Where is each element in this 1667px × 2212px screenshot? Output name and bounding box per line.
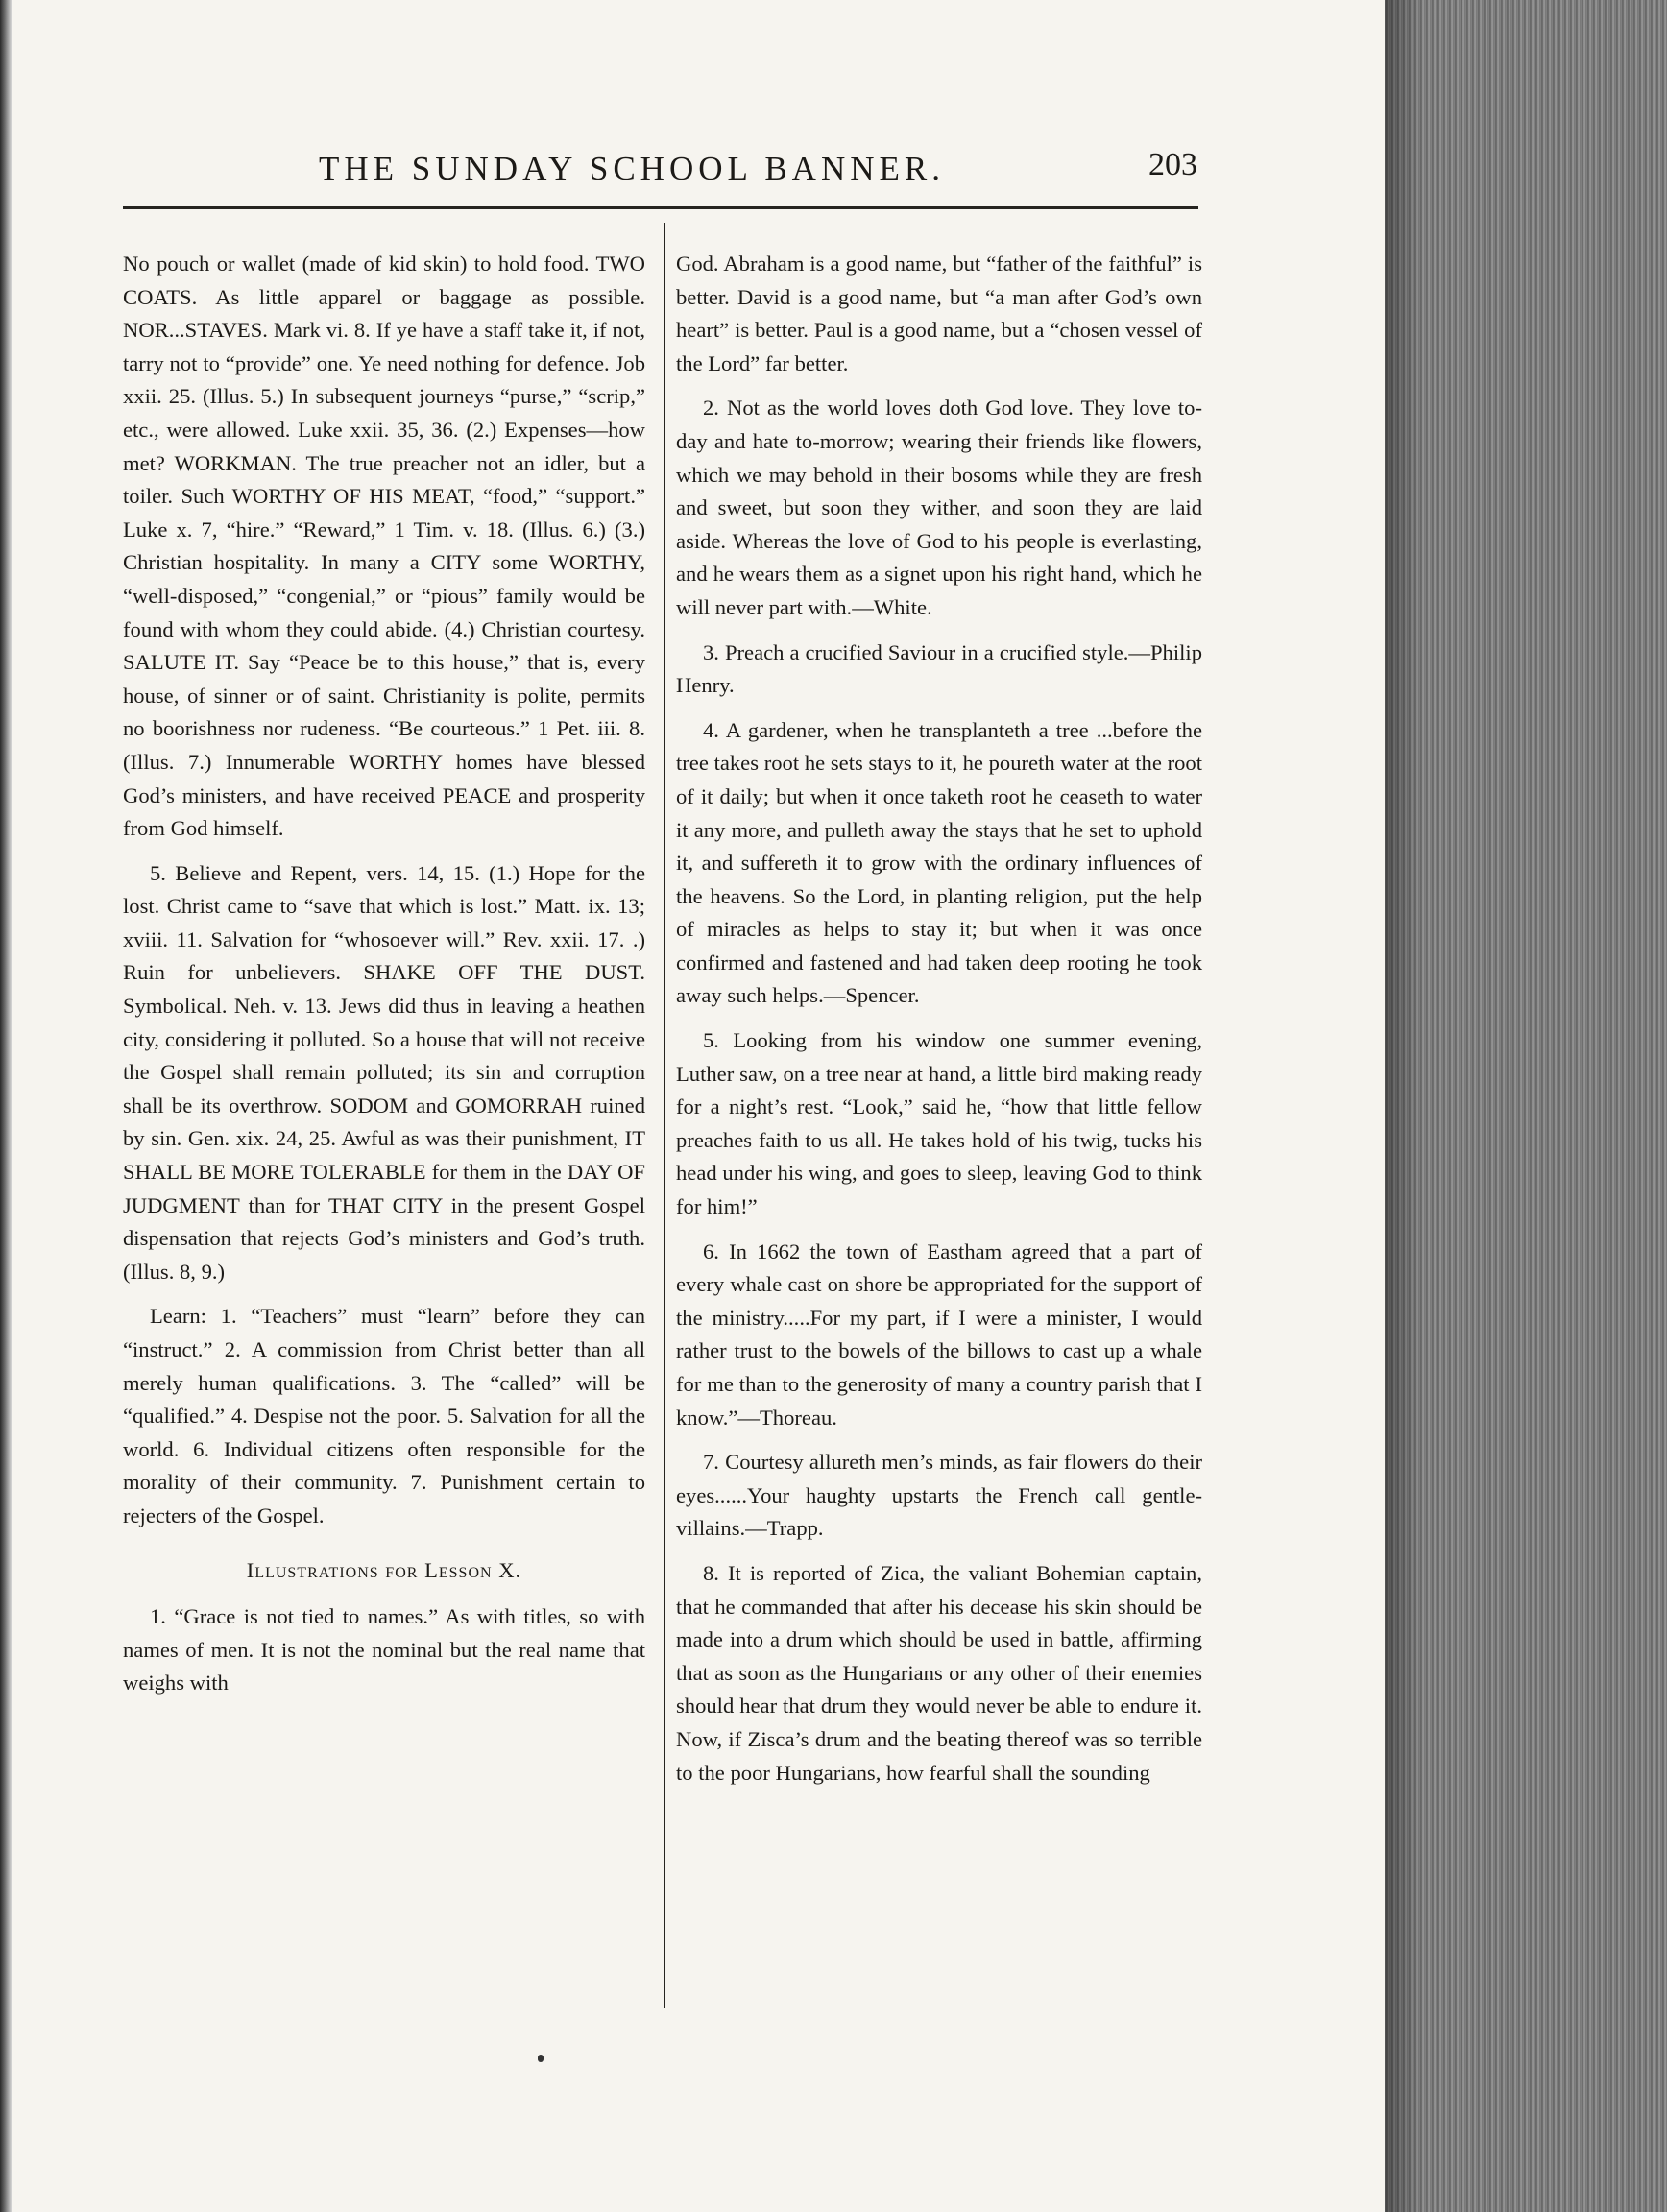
paragraph-learn: Learn: 1. “Teachers” must “learn” before they can “instruct.” 2. A commission from Christ better than all merely human qualifications. 3. The “called” will be “qualified.” 4. Despise not the poor. 5. Salvation for all the world. 6. Individual citizens often responsible for the morality of their community. 7. Punishment certain to rejecters of the Gospel. <box>123 1304 645 1527</box>
page-number: 203 <box>1148 147 1197 182</box>
illustration-1-start: 1. “Grace is not tied to names.” As with titles, so with names of men. It is not the nominal but the real name that weighs with <box>123 1604 645 1695</box>
illustration-1-continued: God. Abraham is a good name, but “father of the faithful” is better. David is a good name, but “a man after God’s own heart” is better. Paul is a good name, but a “chosen vessel of the Lord” far better. <box>676 252 1202 375</box>
illustration-4: 4. A gardener, when he transplanteth a tree ...before the tree takes root he sets stays to it, he poureth water at the root of it daily; but when it once taketh root he ceaseth to water it any more, and pulleth away the stays that he set to uphold it, and suffereth it to grow with the ordinary influences of the heavens. So the Lord, in planting religion, put the help of miracles as helps to stay it; but when it was once confirmed and fastened and had taken deep rooting he took away such helps.—Spencer. <box>676 717 1202 1008</box>
illustration-5: 5. Looking from his window one summer evening, Luther saw, on a tree near at hand, a little bird making ready for a night’s rest. “Look,” said he, “how that little fellow preaches faith to us all. He takes hold of his twig, tucks his head under his wing, and goes to sleep, leaving God to think for him!” <box>676 1028 1202 1219</box>
paragraph-continued: No pouch or wallet (made of kid skin) to hold food. TWO COATS. As little apparel or baggage as possible. NOR...STAVES. Mark vi. 8. If ye have a staff take it, if not, tarry not to “provide” one. Ye need nothing for defence. Job xxii. 25. (Illus. 5.) In subsequent journeys “purse,” “scrip,” etc., were allowed. Luke xxii. 35, 36. (2.) Expenses—how met? WORKMAN. The true preacher not an idler, but a toiler. Such WORTHY OF HIS MEAT, “food,” “support.” Luke x. 7, “hire.” “Reward,” 1 Tim. v. 18. (Illus. 6.) (3.) Christian hospitality. In many a CITY some WORTHY, “well-disposed,” “congenial,” or “pious” family would be found with whom they could abide. (4.) Christian courtesy. SALUTE IT. Say “Peace be to this house,” that is, every house, of sinner or of saint. Christianity is polite, permits no boorishness nor rudeness. “Be courteous.” 1 Pet. iii. 8. (Illus. 7.) Innumerable WORTHY homes have blessed God’s ministers, and have received PEACE and prosperity from God himself. <box>123 252 645 841</box>
illustration-6: 6. In 1662 the town of Eastham agreed that a part of every whale cast on shore be appropriated for the support of the ministry.....For my part, if I were a minister, I would rather trust to the bowels of the billows to cast up a whale for me than to the generosity of many a country parish that I know.”—Thoreau. <box>676 1238 1202 1430</box>
book-edge-shadow <box>1385 0 1423 2212</box>
column-divider <box>664 223 665 2008</box>
book-page-edges <box>1385 0 1667 2212</box>
page-left-edge <box>0 0 12 2212</box>
illustration-8: 8. It is reported of Zica, the valiant Bohemian captain, that he commanded that after his decease his skin should be made into a drum which should be used in battle, affirming that as soon as the Hungarians or any other of their enemies should hear that drum they would never be able to endure it. Now, if Zisca’s drum and the beating thereof was so terrible to the poor Hungarians, how fearful shall the sounding <box>676 1560 1202 1785</box>
left-column <box>123 248 645 1712</box>
header-rule <box>123 206 1198 209</box>
illustrations-heading: Illustrations for Lesson X. <box>246 1557 522 1582</box>
illustration-3: 3. Preach a crucified Saviour in a crucified style.—Philip Henry. <box>676 639 1202 698</box>
right-column <box>676 248 1202 1801</box>
illustration-7: 7. Courtesy allureth men’s minds, as fair flowers do their eyes......Your haughty upstarts the French call gentle-villains.—Trapp. <box>676 1450 1202 1541</box>
illustration-2: 2. Not as the world loves doth God love. They love to-day and hate to-morrow; wearing their friends like flowers, which we may behold in their bosoms while they are fresh and sweet, but soon they wither, and soon they are laid aside. Whereas the love of God to his people is everlasting, and he wears them as a signet upon his right hand, which he will never part with.—White. <box>676 396 1202 619</box>
ink-speck <box>538 2055 544 2062</box>
paragraph-believe-and-repent: 5. Believe and Repent, vers. 14, 15. (1.) Hope for the lost. Christ came to “save that which is lost.” Matt. ix. 13; xviii. 11. Salvation for “whosoever will.” Rev. xxii. 17. .) Ruin for unbelievers. SHAKE OFF THE DUST. Symbolical. Neh. v. 13. Jews did thus in leaving a heathen city, considering it polluted. So a house that will not receive the Gospel shall remain polluted; its sin and corruption shall be its overthrow. SODOM and GOMORRAH ruined by sin. Gen. xix. 24, 25. Awful as was their punishment, IT SHALL BE MORE TOLERABLE for them in the DAY OF JUDGMENT than for THAT CITY in the present Gospel dispensation that rejects God’s ministers and God’s truth. (Illus. 8, 9.) <box>123 860 645 1284</box>
running-title: THE SUNDAY SCHOOL BANNER. <box>319 150 945 187</box>
